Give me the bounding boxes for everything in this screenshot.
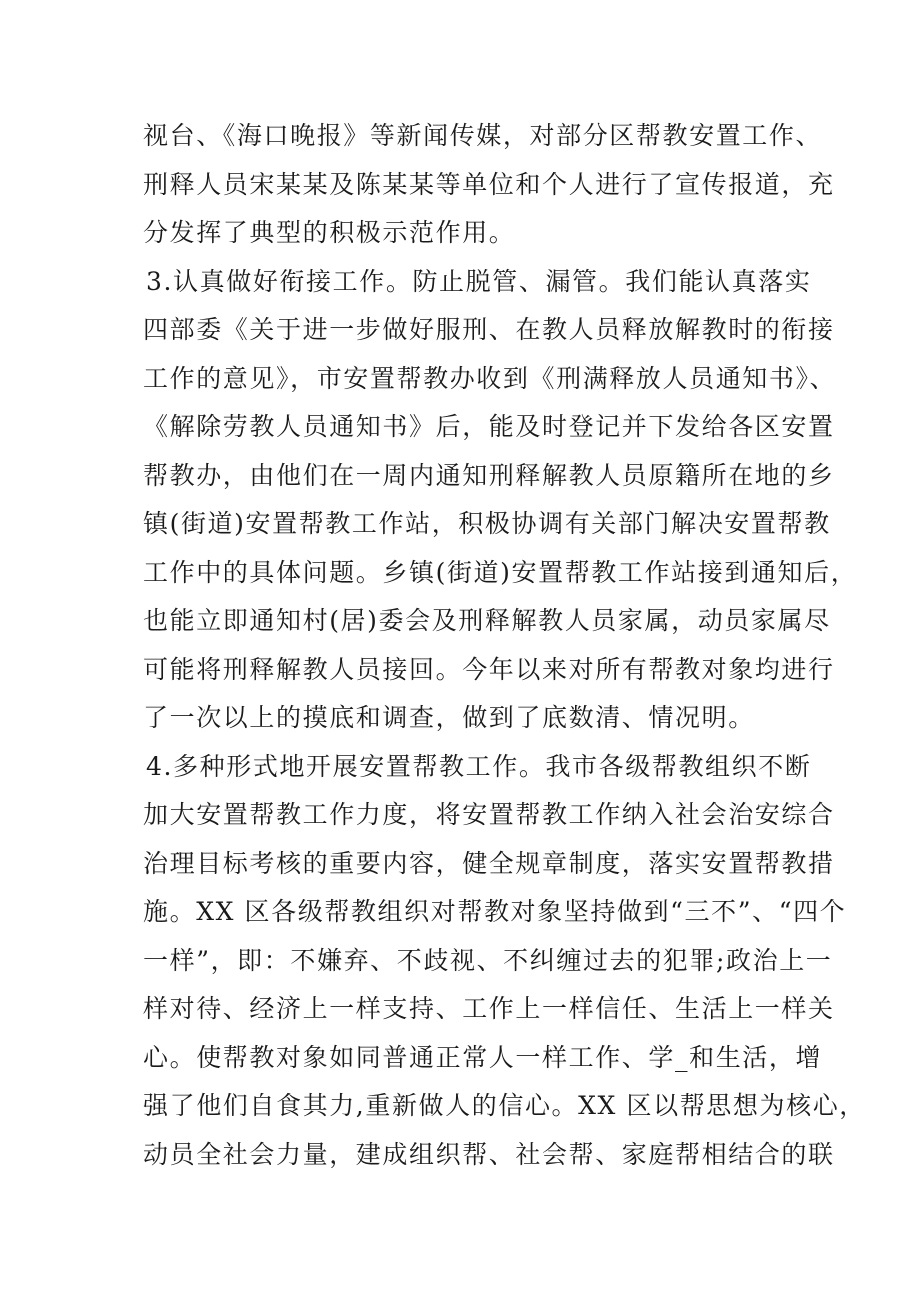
text-line: 帮教办，由他们在一周内通知刑释解教人员原籍所在地的乡 bbox=[143, 460, 835, 490]
text-line: 四部委《关于进一步做好服刑、在教人员释放解教时的衔接 bbox=[143, 315, 835, 344]
text-line: 动员全社会力量，建成组织帮、社会帮、家庭帮相结合的联 bbox=[143, 1139, 835, 1169]
text-line: 了一次以上的摸底和调查，做到了底数清、情况明。 bbox=[143, 703, 755, 732]
text-line: 视台、《海口晚报》等新闻传媒，对部分区帮教安置工作、 bbox=[143, 121, 823, 150]
text-line: 工作的意见》，市安置帮教办收到《刑满释放人员通知书》、 bbox=[143, 363, 837, 393]
text-line: 也能立即通知村(居)委会及刑释解教人员家属，动员家属尽 bbox=[143, 606, 831, 635]
text-line: 镇(街道)安置帮教工作站，积极协调有关部门解决安置帮教 bbox=[143, 509, 831, 538]
document-body bbox=[143, 112, 866, 1179]
text-line: 刑释人员宋某某及陈某某等单位和个人进行了宣传报道，充 bbox=[143, 169, 835, 199]
text-line: 《解除劳教人员通知书》后，能及时登记并下发给各区安置 bbox=[143, 412, 835, 441]
text-line: 一样”，即：不嫌弃、不歧视、不纠缠过去的犯罪;政治上一 bbox=[143, 945, 833, 975]
text-line: 强了他们自食其力,重新做人的信心。XX 区以帮思想为核心， bbox=[143, 1091, 866, 1120]
text-line: 加大安置帮教工作力度，将安置帮教工作纳入社会治安综合 bbox=[143, 800, 835, 829]
text-line: 可能将刑释解教人员接回。今年以来对所有帮教对象均进行 bbox=[143, 654, 835, 684]
text-line: 分发挥了典型的积极示范作用。 bbox=[143, 218, 516, 247]
section-4-heading-line: 4.多种形式地开展安置帮教工作。我市各级帮教组织不断 bbox=[146, 751, 812, 781]
text-line: 心。使帮教对象如同普通正常人一样工作、学_和生活，增 bbox=[143, 1042, 823, 1072]
text-line: 工作中的具体问题。乡镇(街道)安置帮教工作站接到通知后， bbox=[143, 557, 858, 587]
text-line: 样对待、经济上一样支持、工作上一样信任、生活上一样关 bbox=[143, 994, 835, 1023]
text-line: 治理目标考核的重要内容，健全规章制度，落实安置帮教措 bbox=[143, 848, 835, 878]
text-line: 施。XX 区各级帮教组织对帮教对象坚持做到“三不”、“四个 bbox=[143, 897, 847, 926]
section-3-heading-line: 3.认真做好衔接工作。防止脱管、漏管。我们能认真落实 bbox=[146, 266, 812, 296]
